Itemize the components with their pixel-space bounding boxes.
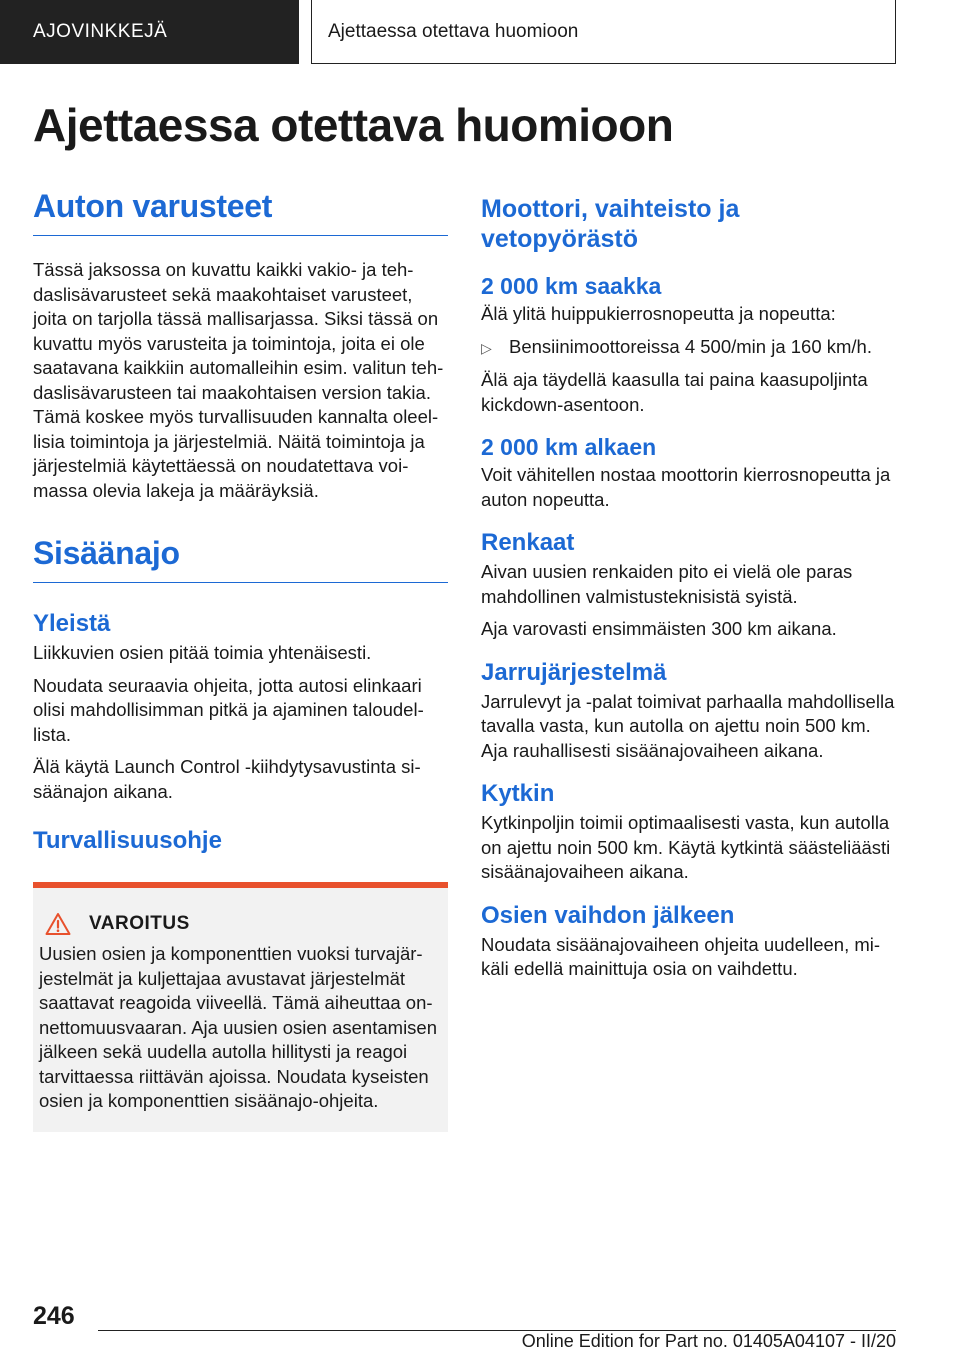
auton-varusteet-text: Tässä jaksossa on kuvattu kaikki vakio- ja tehdaslisävarusteet sekä maakohtaiset varusteet, joita on tarjolla tässä mallisarjassa. Siksi tässä on kuvattu myös varusteita ja toimintoja, joita ei ole saatavana kaikkiin automalleihin esim. valitun tehdaslisävarusteen tai maakohtaisen version takia. Tämä koskee myös turvallisuuden kannalta oleellisia toimintoja ja järjestelmiä. Näitä toimintoja ja järjestelmiä käytettäessä on noudatettava voimassa olevia lakeja ja määräyksiä. (33, 259, 444, 501)
list-item (481, 335, 896, 361)
left-column (33, 188, 448, 1132)
triangle-right-icon: ▷ (481, 339, 492, 356)
list-item-text: Bensiinimoottoreissa 4 500/min ja 160 km/h. (509, 335, 872, 357)
section-title-moottori: Moottori, vaihteisto ja vetopyörästö (481, 195, 740, 253)
header-section: Ajettaessa otettava huomioon (311, 0, 896, 64)
subsection-title-kytkin: Kytkin (481, 780, 555, 807)
yleista-paragraph-1: Liikkuvien osien pitää toimia yhtenäisesti. (33, 642, 372, 663)
yleista-paragraph-2: Noudata seuraavia ohjeita, jotta autosi elinkaari olisi mahdollisimman pitkä ja ajaminen taloudellista. (33, 674, 424, 745)
alkaen-paragraph: Voit vähitellen nostaa moottorin kierrosnopeutta ja auton nopeutta. (481, 464, 891, 510)
section-title-auton-varusteet: Auton varusteet (33, 188, 448, 236)
subsection-title-2000-alkaen: 2 000 km alkaen (481, 434, 657, 460)
saakka-paragraph-1: Älä ylitä huippukierrosnopeutta ja nopeutta: (481, 303, 836, 324)
subsection-title-osien-vaihdon-jalkeen: Osien vaihdon jälkeen (481, 901, 735, 929)
osien-paragraph: Noudata sisäänajovaiheen ohjeita uudelleen, mikäli edellä mainittuja osia on vaihdettu. (481, 933, 881, 979)
warning-box (33, 882, 448, 1132)
saakka-paragraph-2: Älä aja täydellä kaasulla tai paina kaasupoljinta kickdown-asentoon. (481, 369, 868, 415)
renkaat-paragraph-2: Aja varovasti ensimmäisten 300 km aikana. (481, 618, 837, 639)
right-column (481, 188, 896, 982)
warning-title: VAROITUS (89, 913, 190, 934)
footer-edition: Online Edition for Part no. 01405A04107 - II/20 (521, 1331, 896, 1351)
subsection-title-jarrujarjestelma: Jarrujärjestelmä (481, 658, 667, 686)
warning-triangle-icon (45, 912, 71, 936)
renkaat-paragraph-1: Aivan uusien renkaiden pito ei vielä ole paras mahdollinen valmistusteknisistä syistä. (481, 561, 853, 607)
subsection-title-renkaat: Renkaat (481, 529, 575, 556)
page-title: Ajettaessa otettava huomioon (33, 99, 674, 151)
subsection-title-2000-saakka: 2 000 km saakka (481, 273, 662, 299)
jarru-paragraph: Jarrulevyt ja -palat toimivat parhaalla mahdollisella tavalla vasta, kun autolla on ajettu noin 500 km. Aja rauhallisesti sisäänajovaiheen aikana. (481, 690, 895, 761)
subsection-title-yleista: Yleistä (33, 610, 111, 637)
warning-header (39, 912, 438, 936)
warning-text: Uusien osien ja komponenttien vuoksi turvajärjestelmät ja kuljettajaa avustavat järjestelmät saattavat reagoida viiveellä. Tämä aiheuttaa onnettomuusvaaran. Aja uusien osien asentamisen jälkeen sekä uudella autolla hillitysti ja reagoi tarvittaessa riittävän ajoissa. Noudata kyseisten osien ja komponenttien sisäänajo-ohjeita. (39, 943, 438, 1111)
kytkin-paragraph: Kytkinpoljin toimii optimaalisesti vasta, kun autolla on ajettu noin 500 km. Käytä kytkintä säästeliäästi sisäänajovaiheen aikana. (481, 812, 891, 882)
subsection-title-turvallisuusohje: Turvallisuusohje (33, 827, 222, 854)
page-number: 246 (33, 1302, 75, 1330)
header-chapter: AJOVINKKEJÄ (0, 0, 299, 64)
section-title-sisaanajo: Sisäänajo (33, 535, 448, 583)
yleista-paragraph-3: Älä käytä Launch Control -kiihdytysavustinta sisäänajon aikana. (33, 756, 421, 802)
